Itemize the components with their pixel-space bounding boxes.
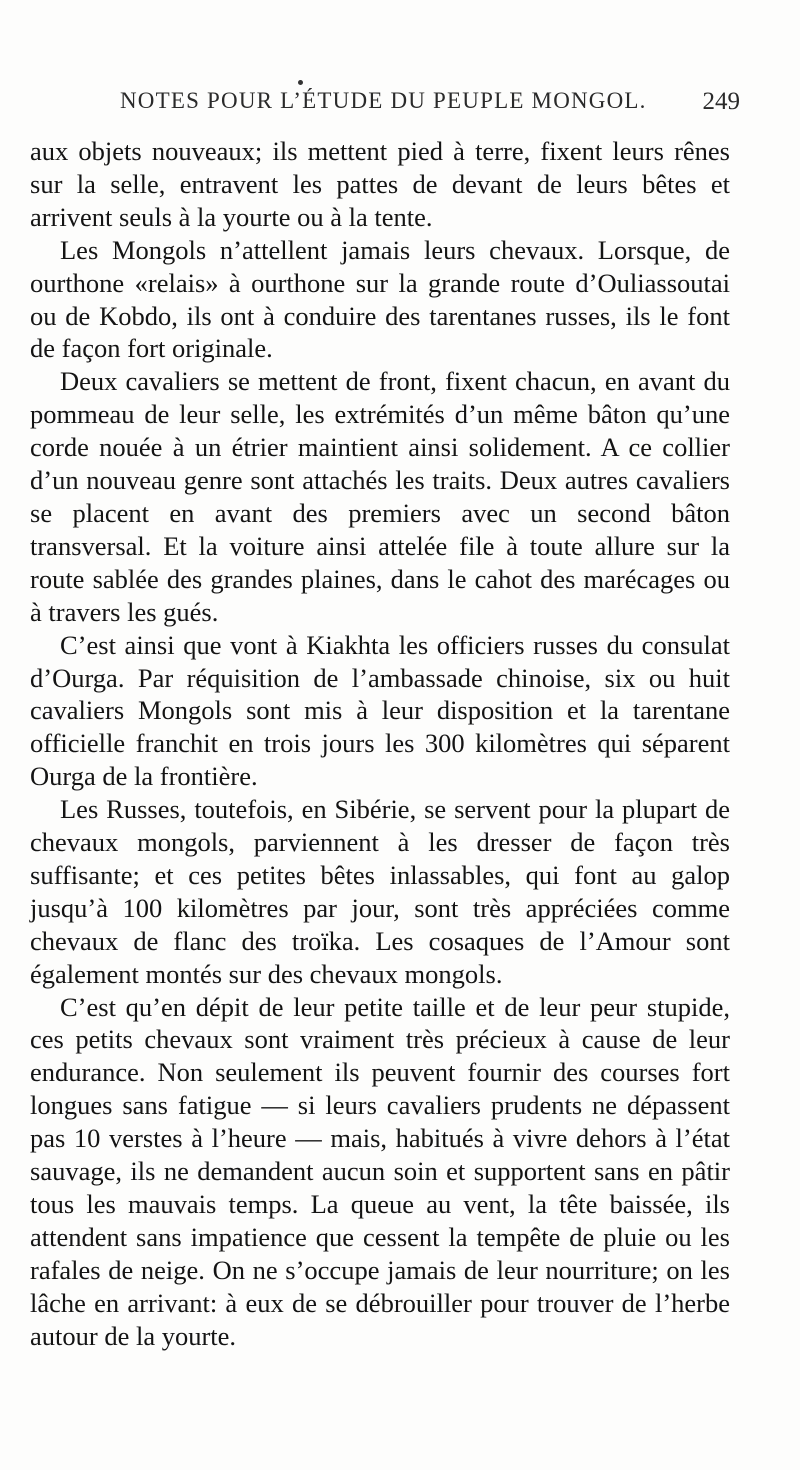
paragraph-harnessing: Les Mongols n’attellent jamais leurs chevaux. Lorsque, de ourthone «relais» à ourthone sur la grande route d’Ouliassoutai ou de Kobdo, ils ont à conduire des tarentanes russes, ils le font de façon fort originale.	[30, 234, 730, 364]
paragraph-continued: aux objets nouveaux; ils mettent pied à terre, fixent leurs rênes sur la selle, entravent les pattes de devant de leurs bêtes et arrivent seuls à la yourte ou à la tente.	[30, 136, 730, 232]
scan-speck	[298, 80, 303, 85]
body-text	[30, 135, 730, 1353]
page-number: 249	[702, 88, 740, 115]
paragraph-endurance: C’est qu’en dépit de leur petite taille et de leur peur stupide, ces petits chevaux sont vraiment très précieux à cause de leur endurance. Non seulement ils peuvent fournir des courses fort longues sans fatigue — si leurs cavaliers prudents ne dépassent pas 10 verstes à l’heure — mais, habitués à vivre dehors à l’état sauvage, ils ne demandent aucun soin et supportent sans en pâtir tous les mauvais temps. La queue au vent, la tête baissée, ils attendent sans impatience que cessent la tempête de pluie ou les rafales de neige. On ne s’occupe jamais de leur nourriture; on les lâche en arrivant: à eux de se débrouiller pour trouver de l’herbe autour de la yourte.	[30, 991, 730, 1351]
running-title: NOTES POUR L’ÉTUDE DU PEUPLE MONGOL.	[120, 88, 647, 113]
paragraph-two-riders: Deux cavaliers se mettent de front, fixent chacun, en avant du pommeau de leur selle, les extrémités d’un même bâton qu’une corde nouée à un étrier maintient ainsi solidement. A ce collier d’un nouveau genre sont attachés les traits. Deux autres cavaliers se placent en avant des premiers avec un second bâton transversal. Et la voiture ainsi attelée file à toute allure sur la route sablée des grandes plaines, dans le cahot des marécages ou à travers les gués.	[30, 366, 730, 627]
page-header	[120, 88, 740, 118]
paragraph-russians: Les Russes, toutefois, en Sibérie, se servent pour la plupart de chevaux mongols, parviennent à les dresser de façon très suffisante; et ces petites bêtes inlassables, qui font au galop jusqu’à 100 kilomètres par jour, sont très appréciées comme chevaux de flanc des troïka. Les cosaques de l’Amour sont également montés sur des chevaux mongols.	[30, 794, 730, 989]
paragraph-kiakhta: C’est ainsi que vont à Kiakhta les officiers russes du consulat d’Ourga. Par réquisition de l’ambassade chinoise, six ou huit cavaliers Mongols sont mis à leur disposition et la tarentane officielle franchit en trois jours les 300 kilomètres qui séparent Ourga de la frontière.	[30, 629, 730, 792]
